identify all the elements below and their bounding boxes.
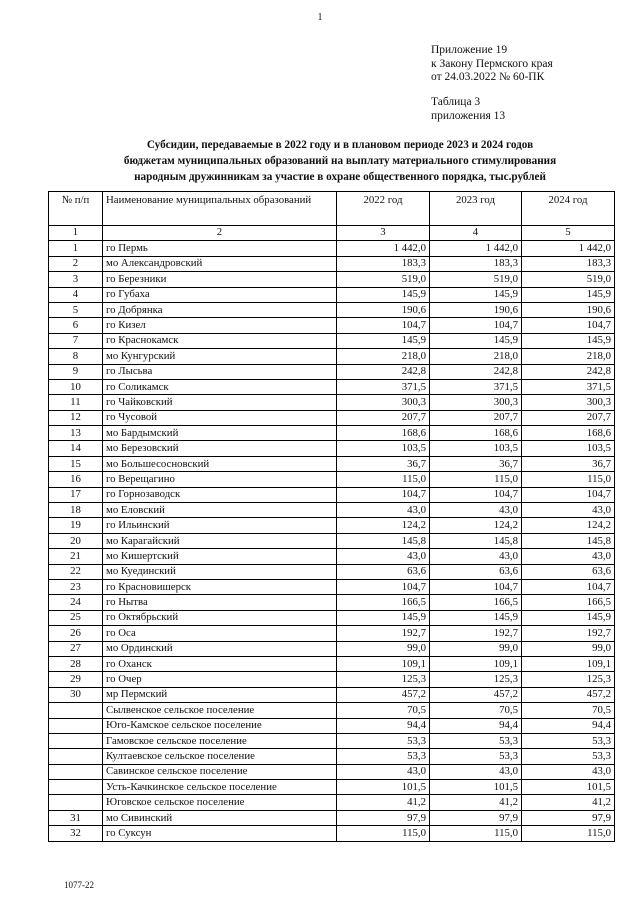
value-2024: 145,8 (522, 533, 615, 548)
title-line-1: Субсидии, передаваемые в 2022 году и в плановом периоде 2023 и 2024 годов (146, 139, 534, 151)
page-number: 1 (317, 12, 323, 23)
title-line-3: народным дружинникам за участие в охране общественного порядка, тыс.рублей (134, 171, 546, 183)
value-2023: 183,3 (430, 256, 522, 271)
column-number: 1 (49, 226, 103, 241)
value-2023: 166,5 (430, 595, 522, 610)
value-2022: 43,0 (337, 503, 430, 518)
value-2023: 145,9 (430, 333, 522, 348)
header-no: № п/п (49, 192, 103, 226)
value-2023: 115,0 (430, 826, 522, 841)
municipality-name: го Ильинский (103, 518, 337, 533)
value-2024: 53,3 (522, 749, 615, 764)
value-2023: 43,0 (430, 503, 522, 518)
municipality-name: го Верещагино (103, 472, 337, 487)
value-2024: 41,2 (522, 795, 615, 810)
municipality-name: Юговское сельское поселение (103, 795, 337, 810)
value-2022: 1 442,0 (337, 241, 430, 256)
value-2024: 145,9 (522, 610, 615, 625)
row-number (49, 703, 103, 718)
value-2024: 145,9 (522, 287, 615, 302)
value-2022: 242,8 (337, 364, 430, 379)
value-2023: 101,5 (430, 780, 522, 795)
municipality-name: го Соликамск (103, 379, 337, 394)
table-header-row (49, 192, 615, 226)
table-row (49, 426, 615, 441)
row-number (49, 795, 103, 810)
row-number: 4 (49, 287, 103, 302)
row-number (49, 780, 103, 795)
value-2023: 53,3 (430, 749, 522, 764)
value-2024: 124,2 (522, 518, 615, 533)
value-2022: 115,0 (337, 472, 430, 487)
value-2023: 115,0 (430, 472, 522, 487)
value-2024: 99,0 (522, 641, 615, 656)
municipality-name: го Нытва (103, 595, 337, 610)
municipality-name: го Чайковский (103, 395, 337, 410)
value-2024: 183,3 (522, 256, 615, 271)
value-2022: 371,5 (337, 379, 430, 394)
table-row (49, 256, 615, 271)
table-row (49, 795, 615, 810)
row-number: 7 (49, 333, 103, 348)
value-2022: 97,9 (337, 810, 430, 825)
municipality-name: го Суксун (103, 826, 337, 841)
value-2023: 41,2 (430, 795, 522, 810)
value-2024: 63,6 (522, 564, 615, 579)
value-2023: 124,2 (430, 518, 522, 533)
table-row (49, 287, 615, 302)
row-number: 26 (49, 626, 103, 641)
municipality-name: Юго-Камское сельское поселение (103, 718, 337, 733)
table-row (49, 626, 615, 641)
value-2024: 43,0 (522, 503, 615, 518)
value-2022: 53,3 (337, 733, 430, 748)
municipality-name: го Березники (103, 272, 337, 287)
value-2022: 104,7 (337, 487, 430, 502)
value-2022: 104,7 (337, 579, 430, 594)
table-row (49, 441, 615, 456)
value-2024: 190,6 (522, 302, 615, 317)
value-2022: 124,2 (337, 518, 430, 533)
value-2024: 145,9 (522, 333, 615, 348)
row-number: 27 (49, 641, 103, 656)
table-row (49, 456, 615, 471)
row-number: 21 (49, 549, 103, 564)
value-2022: 168,6 (337, 426, 430, 441)
municipality-name: мо Кишертский (103, 549, 337, 564)
row-number: 9 (49, 364, 103, 379)
value-2022: 145,9 (337, 610, 430, 625)
value-2022: 166,5 (337, 595, 430, 610)
table-row (49, 764, 615, 779)
value-2023: 371,5 (430, 379, 522, 394)
municipality-name: Сылвенское сельское поселение (103, 703, 337, 718)
municipality-name: мо Карагайский (103, 533, 337, 548)
municipality-name: мо Сивинский (103, 810, 337, 825)
table-row (49, 564, 615, 579)
table-row (49, 472, 615, 487)
row-number: 2 (49, 256, 103, 271)
row-number: 11 (49, 395, 103, 410)
appendix-block (431, 44, 553, 85)
appendix-line-3: от 24.03.2022 № 60-ПК (431, 71, 545, 83)
header-2024: 2024 год (522, 192, 615, 226)
value-2022: 70,5 (337, 703, 430, 718)
value-2024: 101,5 (522, 780, 615, 795)
row-number: 3 (49, 272, 103, 287)
row-number: 24 (49, 595, 103, 610)
table-row (49, 364, 615, 379)
municipality-name: го Оханск (103, 656, 337, 671)
appendix-line-1: Приложение 19 (431, 44, 508, 56)
table-row (49, 733, 615, 748)
value-2024: 94,4 (522, 718, 615, 733)
column-number: 5 (522, 226, 615, 241)
row-number: 14 (49, 441, 103, 456)
header-name: Наименование муниципальных образований (103, 192, 337, 226)
value-2024: 36,7 (522, 456, 615, 471)
document-title (60, 137, 620, 185)
row-number: 1 (49, 241, 103, 256)
municipality-name: мо Александровский (103, 256, 337, 271)
table-reference-line-2: приложения 13 (431, 109, 506, 122)
value-2024: 1 442,0 (522, 241, 615, 256)
municipality-name: го Краснокамск (103, 333, 337, 348)
value-2023: 192,7 (430, 626, 522, 641)
row-number: 13 (49, 426, 103, 441)
value-2024: 104,7 (522, 579, 615, 594)
table-row (49, 318, 615, 333)
header-2023: 2023 год (430, 192, 522, 226)
value-2022: 457,2 (337, 687, 430, 702)
row-number: 29 (49, 672, 103, 687)
value-2023: 43,0 (430, 549, 522, 564)
value-2022: 218,0 (337, 349, 430, 364)
row-number: 18 (49, 503, 103, 518)
value-2022: 63,6 (337, 564, 430, 579)
value-2024: 218,0 (522, 349, 615, 364)
municipality-name: го Очер (103, 672, 337, 687)
municipality-name: мо Ординский (103, 641, 337, 656)
value-2022: 36,7 (337, 456, 430, 471)
value-2024: 457,2 (522, 687, 615, 702)
municipality-name: го Чусовой (103, 410, 337, 425)
value-2024: 97,9 (522, 810, 615, 825)
column-number-row (49, 226, 615, 241)
value-2023: 145,9 (430, 610, 522, 625)
municipality-name: го Губаха (103, 287, 337, 302)
value-2024: 242,8 (522, 364, 615, 379)
municipality-name: го Красновишерск (103, 579, 337, 594)
value-2024: 43,0 (522, 549, 615, 564)
value-2024: 53,3 (522, 733, 615, 748)
table-row (49, 395, 615, 410)
municipality-name: мо Большесосновский (103, 456, 337, 471)
municipality-name: го Кизел (103, 318, 337, 333)
row-number (49, 749, 103, 764)
table-row (49, 533, 615, 548)
municipality-name: го Пермь (103, 241, 337, 256)
value-2022: 519,0 (337, 272, 430, 287)
value-2023: 168,6 (430, 426, 522, 441)
municipality-name: мо Куединский (103, 564, 337, 579)
municipality-name: го Добрянка (103, 302, 337, 317)
table-row (49, 656, 615, 671)
value-2023: 104,7 (430, 318, 522, 333)
value-2023: 145,8 (430, 533, 522, 548)
municipality-name: Усть-Качкинское сельское поселение (103, 780, 337, 795)
value-2024: 104,7 (522, 318, 615, 333)
value-2022: 104,7 (337, 318, 430, 333)
subsidies-table (48, 191, 615, 842)
table-row (49, 718, 615, 733)
value-2024: 43,0 (522, 764, 615, 779)
value-2024: 168,6 (522, 426, 615, 441)
value-2022: 101,5 (337, 780, 430, 795)
municipality-name: мо Бардымский (103, 426, 337, 441)
value-2022: 207,7 (337, 410, 430, 425)
value-2024: 192,7 (522, 626, 615, 641)
value-2022: 192,7 (337, 626, 430, 641)
column-number: 2 (103, 226, 337, 241)
value-2022: 183,3 (337, 256, 430, 271)
table-reference-line-1: Таблица 3 (431, 96, 481, 108)
table-row (49, 579, 615, 594)
row-number: 8 (49, 349, 103, 364)
municipality-name: мо Еловский (103, 503, 337, 518)
value-2024: 207,7 (522, 410, 615, 425)
value-2022: 115,0 (337, 826, 430, 841)
table-row (49, 641, 615, 656)
table-row (49, 302, 615, 317)
municipality-name: го Оса (103, 626, 337, 641)
value-2024: 125,3 (522, 672, 615, 687)
value-2023: 109,1 (430, 656, 522, 671)
table-row (49, 810, 615, 825)
municipality-name: мр Пермский (103, 687, 337, 702)
table-row (49, 595, 615, 610)
value-2024: 166,5 (522, 595, 615, 610)
row-number: 19 (49, 518, 103, 533)
title-line-2: бюджетам муниципальных образований на выплату материального стимулирования (123, 155, 557, 167)
value-2022: 145,9 (337, 333, 430, 348)
table-row (49, 672, 615, 687)
value-2024: 70,5 (522, 703, 615, 718)
value-2023: 207,7 (430, 410, 522, 425)
value-2022: 43,0 (337, 764, 430, 779)
municipality-name: мо Березовский (103, 441, 337, 456)
table-row (49, 780, 615, 795)
municipality-name: го Лысьва (103, 364, 337, 379)
table-row (49, 749, 615, 764)
value-2022: 145,8 (337, 533, 430, 548)
value-2023: 36,7 (430, 456, 522, 471)
value-2022: 190,6 (337, 302, 430, 317)
municipality-name: го Октябрьский (103, 610, 337, 625)
value-2023: 1 442,0 (430, 241, 522, 256)
municipality-name: Савинское сельское поселение (103, 764, 337, 779)
municipality-name: го Горнозаводск (103, 487, 337, 502)
row-number: 12 (49, 410, 103, 425)
table-row (49, 518, 615, 533)
value-2023: 99,0 (430, 641, 522, 656)
value-2023: 103,5 (430, 441, 522, 456)
table-row (49, 487, 615, 502)
value-2023: 457,2 (430, 687, 522, 702)
row-number: 6 (49, 318, 103, 333)
column-number: 3 (337, 226, 430, 241)
table-row (49, 826, 615, 841)
municipality-name: Култаевское сельское поселение (103, 749, 337, 764)
value-2023: 63,6 (430, 564, 522, 579)
value-2023: 104,7 (430, 487, 522, 502)
table-row (49, 410, 615, 425)
value-2023: 125,3 (430, 672, 522, 687)
value-2022: 103,5 (337, 441, 430, 456)
row-number: 25 (49, 610, 103, 625)
value-2023: 94,4 (430, 718, 522, 733)
value-2023: 519,0 (430, 272, 522, 287)
table-row (49, 703, 615, 718)
row-number: 10 (49, 379, 103, 394)
value-2023: 104,7 (430, 579, 522, 594)
table-row (49, 687, 615, 702)
row-number: 30 (49, 687, 103, 702)
footer-code: 1077-22 (64, 880, 94, 890)
row-number: 23 (49, 579, 103, 594)
value-2022: 43,0 (337, 549, 430, 564)
value-2024: 115,0 (522, 826, 615, 841)
value-2023: 218,0 (430, 349, 522, 364)
table-body (49, 241, 615, 841)
column-number: 4 (430, 226, 522, 241)
value-2023: 70,5 (430, 703, 522, 718)
row-number: 22 (49, 564, 103, 579)
table-row (49, 272, 615, 287)
municipality-name: мо Кунгурский (103, 349, 337, 364)
table-row (49, 241, 615, 256)
value-2022: 109,1 (337, 656, 430, 671)
value-2023: 300,3 (430, 395, 522, 410)
row-number: 15 (49, 456, 103, 471)
value-2022: 99,0 (337, 641, 430, 656)
table-reference (431, 96, 505, 123)
value-2022: 145,9 (337, 287, 430, 302)
table-row (49, 379, 615, 394)
value-2023: 97,9 (430, 810, 522, 825)
value-2022: 125,3 (337, 672, 430, 687)
header-2022: 2022 год (337, 192, 430, 226)
table-row (49, 610, 615, 625)
row-number: 20 (49, 533, 103, 548)
table-row (49, 349, 615, 364)
value-2023: 43,0 (430, 764, 522, 779)
value-2024: 300,3 (522, 395, 615, 410)
appendix-line-2: к Закону Пермского края (431, 57, 553, 70)
row-number: 17 (49, 487, 103, 502)
row-number: 28 (49, 656, 103, 671)
value-2022: 94,4 (337, 718, 430, 733)
value-2024: 115,0 (522, 472, 615, 487)
value-2024: 103,5 (522, 441, 615, 456)
row-number: 5 (49, 302, 103, 317)
value-2024: 371,5 (522, 379, 615, 394)
value-2024: 109,1 (522, 656, 615, 671)
value-2024: 104,7 (522, 487, 615, 502)
row-number (49, 764, 103, 779)
row-number (49, 718, 103, 733)
value-2023: 242,8 (430, 364, 522, 379)
value-2023: 190,6 (430, 302, 522, 317)
value-2022: 53,3 (337, 749, 430, 764)
municipality-name: Гамовское сельское поселение (103, 733, 337, 748)
value-2023: 53,3 (430, 733, 522, 748)
row-number: 16 (49, 472, 103, 487)
table-row (49, 549, 615, 564)
value-2022: 41,2 (337, 795, 430, 810)
row-number: 32 (49, 826, 103, 841)
value-2022: 300,3 (337, 395, 430, 410)
row-number (49, 733, 103, 748)
table-row (49, 503, 615, 518)
value-2024: 519,0 (522, 272, 615, 287)
value-2023: 145,9 (430, 287, 522, 302)
row-number: 31 (49, 810, 103, 825)
table-row (49, 333, 615, 348)
